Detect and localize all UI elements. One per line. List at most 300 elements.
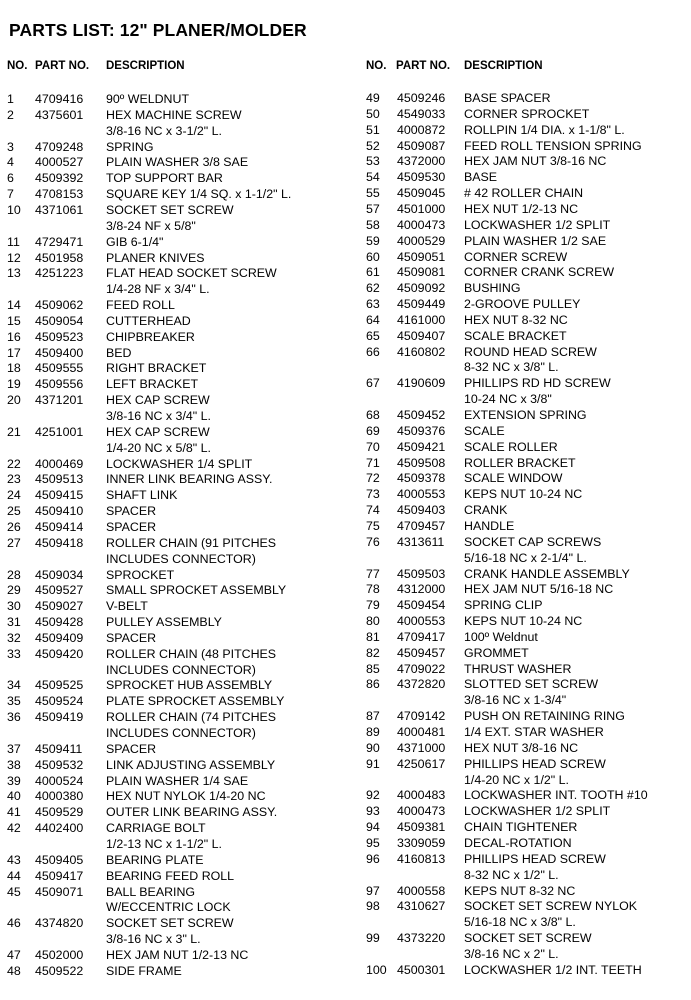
part-description: BEARING PLATE — [106, 852, 204, 867]
part-number-index: 55 — [366, 186, 380, 201]
part-number: 4000553 — [397, 487, 446, 502]
part-number: 4509081 — [397, 265, 446, 280]
part-number: 4500301 — [397, 962, 446, 977]
part-number-index: 54 — [366, 170, 380, 185]
part-number-index: 40 — [7, 789, 21, 804]
part-description: SPACER — [106, 630, 157, 645]
part-description: 1/4-28 NF x 3/4" L. — [106, 282, 210, 297]
part-description: PLAIN WASHER 1/4 SAE — [106, 773, 249, 788]
part-number: 4708153 — [35, 187, 84, 202]
part-number: 4509054 — [35, 313, 84, 328]
part-description: KEPS NUT 10-24 NC — [464, 487, 583, 502]
part-row — [360, 139, 690, 155]
part-number-index: 39 — [7, 773, 21, 788]
part-row — [0, 900, 330, 916]
part-description: SCALE — [464, 423, 505, 438]
part-number: 4190609 — [397, 376, 446, 391]
part-row — [360, 677, 690, 693]
header-description: DESCRIPTION — [106, 60, 185, 72]
part-description: BEARING FEED ROLL — [106, 868, 235, 883]
part-description: ROUND HEAD SCREW — [464, 344, 597, 359]
part-row — [360, 582, 690, 598]
part-row — [0, 488, 330, 504]
part-row — [0, 853, 330, 869]
part-description: CORNER SCREW — [464, 249, 568, 264]
part-number: 4509411 — [35, 741, 83, 756]
part-number: 4509419 — [35, 710, 84, 725]
part-number-index: 49 — [366, 91, 380, 105]
part-row — [0, 441, 330, 457]
part-number: 4371201 — [35, 393, 84, 408]
part-number-index: 11 — [7, 234, 20, 249]
part-row — [0, 869, 330, 885]
part-number-index: 45 — [7, 884, 21, 899]
part-row — [360, 408, 690, 424]
part-row — [0, 663, 330, 679]
part-row — [360, 107, 690, 123]
part-number: 4509508 — [397, 455, 446, 470]
part-row — [360, 218, 690, 234]
part-number-index: 57 — [366, 201, 380, 216]
part-row — [360, 662, 690, 678]
part-row — [360, 947, 690, 963]
part-row — [0, 916, 330, 932]
part-description: PLAIN WASHER 3/8 SAE — [106, 155, 249, 170]
part-number-index: 12 — [7, 250, 21, 265]
part-row — [0, 520, 330, 536]
part-description: HEX NUT NYLOK 1/4-20 NC — [106, 789, 266, 804]
part-number: 4709248 — [35, 139, 84, 154]
header-no: NO. — [366, 60, 387, 72]
part-description: SOCKET SET SCREW NYLOK — [464, 899, 638, 914]
part-description: OUTER LINK BEARING ASSY. — [106, 805, 278, 820]
part-description: GROMMET — [464, 645, 529, 660]
part-number: 3309059 — [397, 835, 446, 850]
part-description: FEED ROLL TENSION SPRING — [464, 138, 642, 153]
part-description: 5/16-18 NC x 2-1/4" L. — [464, 550, 587, 565]
part-number-index: 70 — [366, 439, 380, 454]
part-number: 4160802 — [397, 344, 446, 359]
part-row — [0, 266, 330, 282]
part-row — [360, 471, 690, 487]
part-description: SPROCKET HUB ASSEMBLY — [106, 678, 273, 693]
part-number-index: 98 — [366, 899, 380, 914]
part-description: SCALE BRACKET — [464, 328, 567, 343]
part-row — [360, 535, 690, 551]
part-row — [360, 884, 690, 900]
part-description: 8-32 NC x 1/2" L. — [464, 867, 559, 882]
part-number: 4509555 — [35, 361, 84, 376]
part-description: SHAFT LINK — [106, 488, 178, 503]
part-number: 4000473 — [397, 804, 446, 819]
part-row — [360, 424, 690, 440]
part-description: 1/4-20 NC x 5/8" L. — [106, 440, 211, 455]
part-description: SQUARE KEY 1/4 SQ. x 1-1/2" L. — [106, 187, 292, 202]
part-number-index: 82 — [366, 645, 380, 660]
part-number-index: 73 — [366, 487, 380, 502]
part-number: 4509376 — [397, 423, 446, 438]
part-description: SCALE WINDOW — [464, 471, 563, 486]
part-number-index: 27 — [7, 535, 21, 550]
part-number: 4509410 — [35, 504, 84, 519]
part-description: 3/8-16 NC x 2" L. — [464, 946, 559, 961]
part-number: 4509418 — [35, 535, 84, 550]
part-number: 4509392 — [35, 171, 84, 186]
part-row — [0, 346, 330, 362]
part-number-index: 6 — [7, 171, 14, 186]
part-number: 4160813 — [397, 851, 446, 866]
part-number-index: 78 — [366, 582, 380, 597]
part-number-index: 13 — [7, 266, 21, 281]
part-number-index: 2 — [7, 107, 14, 122]
parts-column-left — [0, 0, 330, 1000]
part-row — [360, 915, 690, 931]
part-number: 4509034 — [35, 567, 84, 582]
part-number: 4000872 — [397, 122, 446, 137]
part-number-index: 53 — [366, 154, 380, 169]
part-number-index: 28 — [7, 567, 21, 582]
part-description: KEPS NUT 8-32 NC — [464, 883, 576, 898]
part-row — [0, 837, 330, 853]
part-number: 4509087 — [397, 138, 446, 153]
part-number: 4313611 — [397, 534, 445, 549]
part-number-index: 1 — [7, 92, 14, 106]
part-number-index: 34 — [7, 678, 21, 693]
part-number: 4709142 — [397, 709, 446, 724]
part-row — [0, 377, 330, 393]
part-number-index: 44 — [7, 868, 21, 883]
part-number: 4509062 — [35, 298, 84, 313]
part-description: INCLUDES CONNECTOR) — [106, 662, 256, 677]
part-row — [360, 250, 690, 266]
part-row — [360, 186, 690, 202]
part-number-index: 51 — [366, 122, 380, 137]
part-number: 4509556 — [35, 377, 84, 392]
part-number-index: 29 — [7, 583, 21, 598]
part-number: 4509415 — [35, 488, 84, 503]
part-number: 4000524 — [35, 773, 84, 788]
part-row — [360, 440, 690, 456]
part-number-index: 7 — [7, 187, 14, 202]
part-row — [0, 568, 330, 584]
part-row — [360, 567, 690, 583]
part-row — [0, 615, 330, 631]
part-description: HANDLE — [464, 518, 515, 533]
part-row — [360, 281, 690, 297]
part-row — [0, 726, 330, 742]
part-number-index: 58 — [366, 217, 380, 232]
part-number-index: 61 — [366, 265, 380, 280]
part-number: 4709417 — [397, 629, 446, 644]
part-description: SPRING — [106, 139, 154, 154]
part-row — [360, 646, 690, 662]
part-number-index: 41 — [7, 805, 21, 820]
part-description: 8-32 NC x 3/8" L. — [464, 360, 559, 375]
part-number-index: 50 — [366, 106, 380, 121]
part-number-index: 94 — [366, 820, 380, 835]
part-number: 4509522 — [35, 963, 84, 978]
part-description: FLAT HEAD SOCKET SCREW — [106, 266, 277, 281]
part-number: 4372820 — [397, 677, 446, 692]
part-row — [0, 552, 330, 568]
part-number: 4509529 — [35, 805, 84, 820]
part-number: 4000380 — [35, 789, 84, 804]
part-number-index: 91 — [366, 756, 380, 771]
part-description: LOCKWASHER 1/2 SPLIT — [464, 804, 611, 819]
part-number-index: 74 — [366, 503, 380, 518]
part-description: 2-GROOVE PULLEY — [464, 297, 581, 312]
part-number-index: 19 — [7, 377, 21, 392]
part-number-index: 15 — [7, 313, 21, 328]
part-row — [360, 709, 690, 725]
part-number: 4509246 — [397, 91, 446, 105]
part-description: ROLLER BRACKET — [464, 455, 576, 470]
part-number: 4709416 — [35, 92, 84, 106]
part-description: 90º WELDNUT — [106, 92, 190, 106]
part-row — [360, 345, 690, 361]
part-number: 4250617 — [397, 756, 446, 771]
part-description: CUTTERHEAD — [106, 313, 191, 328]
part-number-index: 93 — [366, 804, 380, 819]
part-description: LOCKWASHER 1/2 SPLIT — [464, 217, 611, 232]
part-number: 4509400 — [35, 345, 84, 360]
part-row — [360, 329, 690, 345]
part-row — [0, 647, 330, 663]
part-row — [360, 868, 690, 884]
part-number-index: 89 — [366, 725, 380, 739]
part-number: 4509525 — [35, 678, 84, 693]
part-row — [0, 948, 330, 964]
part-row — [0, 298, 330, 314]
part-number: 4371061 — [35, 202, 84, 217]
part-row — [360, 757, 690, 773]
part-number-index: 87 — [366, 709, 380, 724]
part-row — [0, 599, 330, 615]
part-description: HEX JAM NUT 5/16-18 NC — [464, 582, 614, 597]
part-number-index: 31 — [7, 615, 21, 630]
part-number-index: 62 — [366, 281, 380, 296]
part-number-index: 68 — [366, 408, 380, 422]
part-description: HEX MACHINE SCREW — [106, 107, 242, 122]
part-number: 4375601 — [35, 107, 84, 122]
part-description: PHILLIPS RD HD SCREW — [464, 376, 611, 391]
part-row — [360, 899, 690, 915]
part-description: HEX NUT 1/2-13 NC — [464, 201, 579, 216]
part-number-index: 69 — [366, 423, 380, 438]
part-row — [0, 155, 330, 171]
part-number: 4373220 — [397, 931, 446, 946]
part-number: 4000483 — [397, 788, 446, 803]
part-row — [360, 820, 690, 836]
part-row — [0, 710, 330, 726]
part-number: 4729471 — [35, 234, 84, 249]
header-no: NO. — [7, 60, 28, 72]
part-description: INNER LINK BEARING ASSY. — [106, 472, 273, 487]
part-row — [360, 551, 690, 567]
part-row — [360, 741, 690, 757]
part-number-index: 20 — [7, 393, 21, 408]
part-number: 4509421 — [397, 439, 446, 454]
part-row — [0, 361, 330, 377]
part-number-index: 24 — [7, 488, 21, 503]
part-description: HEX NUT 3/8-16 NC — [464, 740, 579, 755]
part-row — [360, 836, 690, 852]
part-row — [360, 265, 690, 281]
part-description: HEX JAM NUT 3/8-16 NC — [464, 154, 607, 169]
part-number: 4000473 — [397, 217, 446, 232]
part-number-index: 16 — [7, 329, 21, 344]
part-number-index: 22 — [7, 456, 21, 471]
part-number-index: 14 — [7, 298, 21, 313]
part-description: ROLLER CHAIN (74 PITCHES — [106, 710, 277, 725]
part-number-index: 36 — [7, 710, 21, 725]
part-description: PLAIN WASHER 1/2 SAE — [464, 233, 607, 248]
part-description: SPACER — [106, 519, 157, 534]
part-number: 4509532 — [35, 757, 84, 772]
part-number: 4509045 — [397, 186, 446, 201]
part-row — [0, 314, 330, 330]
part-number: 4509051 — [397, 249, 446, 264]
part-description: PULLEY ASSEMBLY — [106, 615, 222, 630]
part-row — [360, 392, 690, 408]
part-description: TOP SUPPORT BAR — [106, 171, 223, 186]
part-number-index: 95 — [366, 835, 380, 850]
part-number: 4509503 — [397, 566, 446, 581]
part-row — [360, 725, 690, 741]
part-description: LOCKWASHER 1/2 INT. TEETH — [464, 962, 642, 977]
part-row — [360, 234, 690, 250]
part-description: LEFT BRACKET — [106, 377, 199, 392]
part-number: 4509449 — [397, 297, 446, 312]
part-row — [0, 219, 330, 235]
part-row — [0, 536, 330, 552]
part-row — [360, 788, 690, 804]
part-row — [360, 360, 690, 376]
part-row — [0, 409, 330, 425]
part-description: LOCKWASHER 1/4 SPLIT — [106, 456, 253, 471]
part-number: 4000529 — [397, 233, 446, 248]
part-row — [0, 330, 330, 346]
part-description: SOCKET SET SCREW — [464, 931, 592, 946]
part-description: BED — [106, 345, 132, 360]
part-number: 4509524 — [35, 694, 84, 709]
part-number: 4509513 — [35, 472, 84, 487]
part-row — [360, 773, 690, 789]
part-description: 10-24 NC x 3/8" — [464, 392, 552, 407]
part-number: 4251223 — [35, 266, 84, 281]
part-number: 4509403 — [397, 503, 446, 518]
part-number: 4310627 — [397, 899, 446, 914]
part-description: 3/8-16 NC x 3-1/2" L. — [106, 123, 222, 138]
part-row — [0, 504, 330, 520]
part-number-index: 23 — [7, 472, 21, 487]
part-row — [360, 804, 690, 820]
part-number-index: 90 — [366, 740, 380, 755]
part-description: CRANK HANDLE ASSEMBLY — [464, 566, 630, 581]
part-description: 3/8-24 NF x 5/8" — [106, 218, 196, 233]
part-description: PUSH ON RETAINING RING — [464, 709, 625, 724]
part-number: 4509092 — [397, 281, 446, 296]
part-number: 4509452 — [397, 408, 446, 422]
part-number-index: 43 — [7, 852, 21, 867]
part-row — [0, 472, 330, 488]
part-description: HEX JAM NUT 1/2-13 NC — [106, 947, 249, 962]
part-number: 4509457 — [397, 645, 446, 660]
part-row — [360, 852, 690, 868]
part-description: PHILLIPS HEAD SCREW — [464, 756, 606, 771]
part-row — [0, 251, 330, 267]
part-number: 4509071 — [35, 884, 84, 899]
part-description: CARRIAGE BOLT — [106, 821, 206, 836]
part-number-index: 97 — [366, 883, 380, 898]
part-number: 4509417 — [35, 868, 84, 883]
part-number-index: 59 — [366, 233, 380, 248]
part-number: 4509527 — [35, 583, 84, 598]
part-description: SMALL SPROCKET ASSEMBLY — [106, 583, 287, 598]
part-row — [0, 124, 330, 140]
part-description: FEED ROLL — [106, 298, 175, 313]
part-row — [360, 963, 690, 979]
header-part-no: PART NO. — [35, 60, 90, 72]
part-number-index: 81 — [366, 629, 380, 644]
part-number: 4251001 — [35, 424, 84, 439]
part-row — [0, 805, 330, 821]
part-number-index: 79 — [366, 598, 380, 613]
part-description: # 42 ROLLER CHAIN — [464, 186, 584, 201]
part-number-index: 3 — [7, 139, 14, 154]
part-number-index: 67 — [366, 376, 380, 391]
part-row — [0, 393, 330, 409]
part-row — [360, 598, 690, 614]
part-number-index: 60 — [366, 249, 380, 264]
part-number-index: 77 — [366, 566, 380, 581]
part-number-index: 66 — [366, 344, 380, 359]
part-description: SPROCKET — [106, 567, 175, 582]
part-description: SLOTTED SET SCREW — [464, 677, 599, 692]
part-number-index: 65 — [366, 328, 380, 343]
part-description: 3/8-16 NC x 3" L. — [106, 932, 201, 947]
part-number: 4000469 — [35, 456, 84, 471]
part-description: BALL BEARING — [106, 884, 196, 899]
part-description: THRUST WASHER — [464, 661, 572, 676]
part-number-index: 30 — [7, 599, 21, 614]
part-description: SPACER — [106, 504, 157, 519]
part-number: 4312000 — [397, 582, 446, 597]
part-description: CRANK — [464, 503, 508, 518]
part-number-index: 48 — [7, 963, 21, 978]
part-row — [0, 140, 330, 156]
part-number: 4549033 — [397, 106, 446, 121]
header-part-no: PART NO. — [396, 60, 451, 72]
part-description: 3/8-16 NC x 1-3/4" — [464, 693, 567, 708]
part-number: 4501000 — [397, 201, 446, 216]
part-number: 4709022 — [397, 661, 446, 676]
part-description: ROLLER CHAIN (91 PITCHES — [106, 535, 277, 550]
part-description: CHAIN TIGHTENER — [464, 820, 578, 835]
part-row — [360, 202, 690, 218]
part-number: 4509523 — [35, 329, 84, 344]
part-number: 4000481 — [397, 725, 446, 739]
part-number-index: 75 — [366, 518, 380, 533]
part-number-index: 71 — [366, 455, 380, 470]
part-number: 4509027 — [35, 599, 84, 614]
part-number: 4374820 — [35, 916, 84, 931]
part-description: PHILLIPS HEAD SCREW — [464, 851, 606, 866]
part-description: SOCKET SET SCREW — [106, 916, 234, 931]
part-row — [360, 123, 690, 139]
part-number: 4509407 — [397, 328, 446, 343]
part-number: 4709457 — [397, 518, 446, 533]
